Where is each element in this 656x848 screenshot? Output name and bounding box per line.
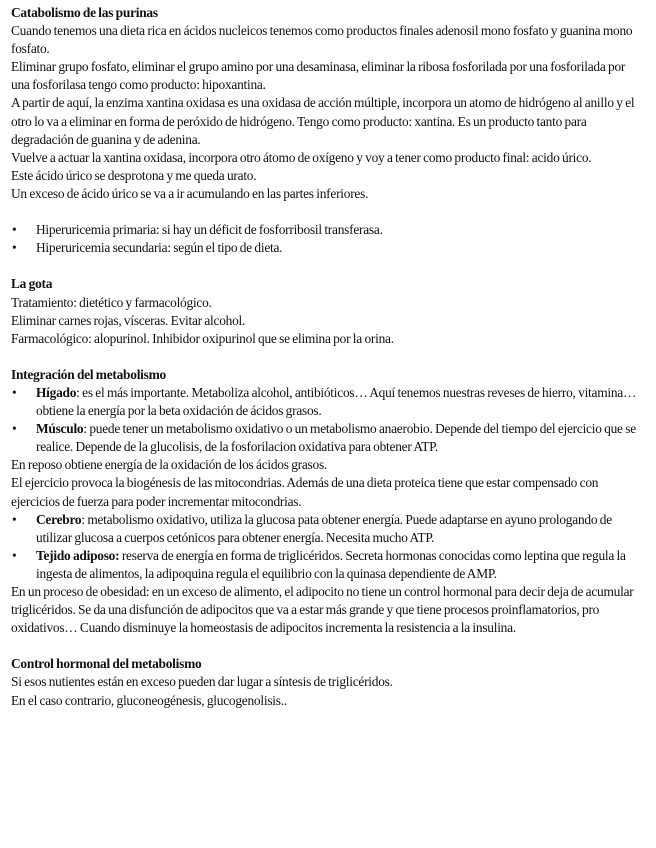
heading-catabolismo-purinas: Catabolismo de las purinas bbox=[11, 5, 158, 20]
bullet-list-organos-1 bbox=[11, 384, 645, 456]
term-bold: Hígado bbox=[36, 384, 77, 400]
term-bold: Músculo bbox=[36, 421, 84, 437]
list-item-tejido-adiposo bbox=[11, 547, 645, 583]
paragraph: Un exceso de ácido úrico se va a ir acumulando en las partes inferiores. bbox=[11, 185, 369, 201]
paragraph: En el caso contrario, gluconeogénesis, glucogenolisis.. bbox=[11, 692, 287, 708]
paragraph: El ejercicio provoca la biogénesis de las mitocondrias. Además de una dieta proteica tiene que estar compensado con ejercicios de fuerza para poder incrementar mitocondrias. bbox=[11, 475, 599, 509]
term-bold: Tejido adiposo: bbox=[36, 547, 120, 563]
paragraph: Eliminar grupo fosfato, eliminar el grupo amino por una desaminasa, eliminar la ribosa fosforilada por una fosforilada por una fosforilasa tengo como producto: hipoxantina. bbox=[11, 59, 626, 93]
paragraph: En un proceso de obesidad: en un exceso de alimento, el adipocito no tiene un control hormonal para decir deja de acumular triglicéridos. Se da una disfunción de adipocitos que va a estar más grande y que tiene procesos proinflamatorios, pro oxidativos… Cuando disminuye la homeostasis de adipocitos incrementa la resistencia a la insulina. bbox=[11, 584, 634, 636]
list-item: • Hiperuricemia primaria: si hay un déficit de fosforribosil transferasa. bbox=[11, 221, 645, 239]
paragraph: Este ácido úrico se desprotona y me queda urato. bbox=[11, 167, 257, 183]
section-integracion-metabolismo bbox=[11, 366, 645, 637]
paragraph: A partir de aquí, la enzima xantina oxidasa es una oxidasa de acción múltiple, incorpora un atomo de hidrógeno al anillo y el otro lo va a eliminar en forma de peróxido de hidrógeno. Tengo como producto: xantina. Es un producto tanto para degradación de guanina y de adenina. bbox=[11, 95, 635, 147]
paragraph: Vuelve a actuar la xantina oxidasa, incorpora otro átomo de oxígeno y voy a tener como producto final: acido úrico. bbox=[11, 149, 592, 165]
paragraph: Cuando tenemos una dieta rica en ácidos nucleicos tenemos como productos finales adenosil mono fosfato y guanina mono fosfato. bbox=[11, 23, 633, 57]
paragraph: En reposo obtiene energía de la oxidación de los ácidos grasos. bbox=[11, 457, 328, 473]
bullet-list-hiperuricemia bbox=[11, 221, 645, 257]
list-item-cerebro bbox=[11, 511, 645, 547]
spacer bbox=[11, 348, 645, 366]
section-control-hormonal bbox=[11, 655, 645, 709]
paragraph: Eliminar carnes rojas, vísceras. Evitar alcohol. bbox=[11, 312, 246, 328]
paragraph: Farmacológico: alopurinol. Inhibidor oxipurinol que se elimina por la orina. bbox=[11, 330, 394, 346]
item-text: : es el más importante. Metaboliza alcohol, antibióticos… Aquí tenemos nuestras reveses de hierro, vitamina… obtiene la energía por la beta oxidación de ácidos grasos. bbox=[36, 384, 637, 419]
spacer bbox=[11, 257, 645, 275]
section-catabolismo-purinas bbox=[11, 4, 645, 257]
paragraph: Tratamiento: dietético y farmacológico. bbox=[11, 294, 212, 310]
item-text: : metabolismo oxidativo, utiliza la glucosa pata obtener energía. Puede adaptarse en ayuno prologando de utilizar glucosa a cuerpos cetónicos para obtener energía. Necesita mucho ATP. bbox=[36, 511, 612, 545]
heading-la-gota: La gota bbox=[11, 276, 53, 292]
document-page bbox=[11, 4, 645, 710]
section-la-gota bbox=[11, 275, 645, 347]
list-item-musculo bbox=[11, 420, 645, 456]
spacer bbox=[11, 637, 645, 655]
heading-control-hormonal: Control hormonal del metabolismo bbox=[11, 656, 202, 672]
paragraph: Si esos nutientes están en exceso pueden dar lugar a síntesis de triglicéridos. bbox=[11, 674, 393, 690]
item-text: : puede tener un metabolismo oxidativo o un metabolismo anaerobio. Depende del tiempo del ejercicio que se realice. Depende de la glucolisis, de la fosforilacion oxidativa para obtener ATP. bbox=[36, 421, 636, 455]
list-item: • Hiperuricemia secundaria: según el tipo de dieta. bbox=[11, 239, 645, 257]
item-text: reserva de energía en forma de triglicéridos. Secreta hormonas conocidas como leptina que regula la ingesta de alimentos, la adipoquina regula el equilibrio con la quinasa dependiente de AMP. bbox=[36, 547, 626, 581]
term-bold: Cerebro bbox=[36, 511, 82, 527]
list-item-higado bbox=[11, 384, 645, 420]
heading-integracion-metabolismo: Integración del metabolismo bbox=[11, 366, 166, 382]
spacer bbox=[11, 203, 645, 221]
bullet-list-organos-2 bbox=[11, 511, 645, 583]
